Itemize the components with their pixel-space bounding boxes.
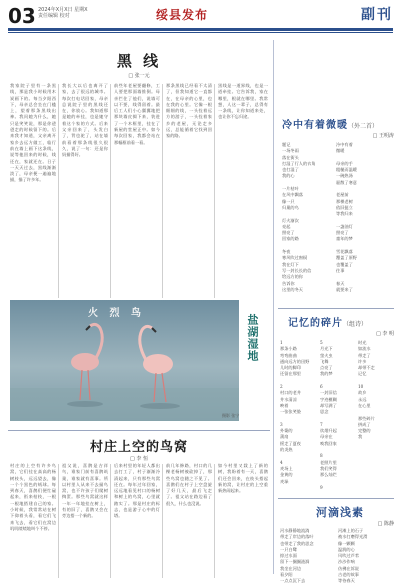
article-title-nest: 村庄上空的鸟窝 xyxy=(89,440,188,455)
poem-line: 一碗热汤 xyxy=(336,173,353,179)
poem-line: 完整的 xyxy=(358,428,371,434)
poem-line: 童年的梦 xyxy=(336,236,353,242)
poem-title-text: 记忆的碎片 xyxy=(288,318,343,329)
poem-line: 儿时的脚印 xyxy=(280,365,301,371)
poem-byline: □ 陈静 xyxy=(377,521,394,527)
poem-line: 4 xyxy=(280,459,283,465)
column-rule xyxy=(214,464,215,578)
poem-line: 粗糙而温暖 xyxy=(336,167,357,173)
poem-line: 给远方的你 xyxy=(282,274,303,280)
poem-line: 就要来了 xyxy=(336,286,353,292)
poem-line: 通向远方的田野 xyxy=(280,358,310,364)
poem-line: 照亮了 xyxy=(336,230,349,236)
meta-line: 2024年X月X日 星期X xyxy=(38,7,88,13)
poem-line: 题记 xyxy=(282,142,291,147)
poem-line: 覆盖了原野 xyxy=(336,255,357,261)
poem-line: 一盏油灯 xyxy=(336,223,353,229)
poem-line: 母亲的手 xyxy=(336,160,353,166)
poem-line: 那棵老树 xyxy=(336,198,353,204)
photo-credit: 摄影 张宁 xyxy=(222,413,240,418)
header-rule xyxy=(8,28,393,31)
poem-line: 字迹模糊 xyxy=(320,396,337,402)
poem-line: 萤火虫 xyxy=(320,352,333,358)
poem-line: 古老的故事 xyxy=(338,572,359,578)
flamingo-photo xyxy=(10,300,239,421)
masthead xyxy=(8,4,393,30)
poem-line: 6 xyxy=(320,384,323,390)
poem-line: 一片枯叶 xyxy=(282,186,299,192)
poem-line: 亮起 xyxy=(282,223,291,229)
column-rule xyxy=(214,84,215,298)
poem-line: 还留在那里 xyxy=(280,371,301,377)
poem-title-memory xyxy=(288,314,394,329)
poem-line: 也带走了我的思念 xyxy=(280,540,314,546)
meta-line: 责任编辑 校对 xyxy=(38,13,70,19)
poem-line: 那么灿烂 xyxy=(320,472,337,478)
article-column: 那条黑线已经看不太清了，但我知道它一直都在，在母亲的心里，也在我的心里。它像一根细细的线，一头拴着远方的游子，一头拴着家乡的老屋，无论走多远，总能循着它找到回家的路。 xyxy=(166,83,212,139)
poem-line: 井水清凉 xyxy=(280,396,297,402)
poem-title-note: （外二首） xyxy=(348,123,379,130)
poem-line: 金黄的 xyxy=(280,472,293,478)
poem-line: 像一只 xyxy=(282,198,295,204)
poem-line: 1 xyxy=(280,340,283,345)
poem-line: 归巢的鸟 xyxy=(282,204,299,210)
poem-line: 被水打磨得光滑 xyxy=(338,534,368,540)
poem-line: 唤我回家 xyxy=(320,440,337,446)
poem-line: 母亲在 xyxy=(320,434,333,440)
poem-line: 外婆的 xyxy=(280,428,293,434)
poem-line: 寒风吹过窗棂 xyxy=(282,255,308,261)
poem-line: 故乡 xyxy=(358,390,367,396)
column-rule xyxy=(58,84,59,298)
article-column: 祖父说，喜鹊是吉祥鸟，谁家门前有喜鹊筑巢，谁家就有喜事。所以村里人从来不去捅鸟窝，也不许孩子们爬树掏蛋。那些鸟窝就这样一年一年地挂在树上，有的旧了，喜鹊又会在旁边搭一个新的。 xyxy=(62,463,108,519)
poem-line: 飞舞 xyxy=(320,358,329,364)
poem-line: 写一封长长的信 xyxy=(282,267,312,273)
poem-line: 风吹过芦苇 xyxy=(338,553,359,559)
poem-line: 如流水 xyxy=(358,346,371,352)
poem-line: 一封旧信 xyxy=(320,390,337,396)
poem-line: 一张张笑脸 xyxy=(280,409,301,415)
poem-line: 那些碎片 xyxy=(358,415,375,421)
column-rule xyxy=(110,84,111,298)
poem-line: 这里的冬天 xyxy=(282,286,303,292)
article-column: 村庄的上空有许多鸟窝，它们挂在高高的杨树枝头，远远望去，像一个个黑色的绒球。每到春天，喜鹊们便忙碌起来，衔来枯枝，一根一根地搭建自己的家。小时候，我常常站在树下仰着头看，看它们飞来飞去，看它们在窝边叽叽喳喳地叫个不停。 xyxy=(10,463,56,531)
poem-line: 我在灯下 xyxy=(282,261,299,267)
poem-line: 5 xyxy=(320,340,323,345)
column-rule xyxy=(162,464,163,578)
poem-line: 也打湿了 xyxy=(282,167,299,173)
poem-line: 弯弯曲曲 xyxy=(280,352,297,358)
poem-line: 看夕阳 xyxy=(280,572,293,578)
poem-line: 往事 xyxy=(336,267,345,273)
poem-line: 一只白鹭 xyxy=(280,546,297,552)
poem-title-note: （组诗） xyxy=(343,321,368,328)
poem-line: 村口的老井 xyxy=(280,390,301,396)
poem-line: 河水静静地流淌 xyxy=(280,528,310,533)
poem-line: 拼成了 xyxy=(358,421,371,427)
poem-line: 却带不走 xyxy=(358,365,375,371)
poem-line: 我的梦 xyxy=(320,371,333,377)
poem-title-text: 冷中有着微暖 xyxy=(282,120,348,131)
poem-line: 我坐在河边 xyxy=(280,565,301,571)
poem-line: 2 xyxy=(280,384,283,390)
article-column: 如今村里又栽上了新的树，我盼着有一天，喜鹊们还会回来，在枝头搭起新的窝，让村庄的上空重新热闹起来。 xyxy=(218,463,268,494)
poem-column xyxy=(358,340,394,441)
article-column: 前几年修路，村口的几棵老杨树被砍掉了，那些鸟窝也随之不见了。喜鹊们在村子上空盘旋了好几天，最后飞走了。祖父站在路边看了很久，什么也没说。 xyxy=(166,463,212,506)
poem-line: 掠过水面 xyxy=(280,553,297,559)
poem-title-river: 河滴浅素 xyxy=(316,506,364,519)
photo-calligraphy: 火 烈 鸟 xyxy=(88,308,145,319)
poem-line: 打湿了行人的衣角 xyxy=(282,160,316,166)
poem-line: 那条小路 xyxy=(280,346,297,352)
section-rule xyxy=(278,498,394,499)
poem-line: 月光下 xyxy=(320,346,333,352)
poem-line: 仿佛在诉说 xyxy=(338,565,359,571)
poem-line: 等我归来 xyxy=(336,211,353,217)
article-byline: □ 张一元 xyxy=(128,73,150,79)
section-rule xyxy=(278,308,394,309)
poem-line: 带走了 xyxy=(358,352,371,358)
poem-line: 一场冬雨 xyxy=(282,148,299,154)
poem-line: 许多 xyxy=(358,358,367,364)
poem-line: 河滩上的石子 xyxy=(338,528,364,533)
poem-line: 沙沙作响 xyxy=(338,559,355,565)
poem-line: 永远 xyxy=(358,396,367,402)
poem-line: 7 xyxy=(320,421,323,427)
poem-column xyxy=(336,142,392,293)
poem-byline: □ 王明涛 xyxy=(372,133,394,139)
poem-line: 照亮了 xyxy=(282,230,295,236)
poem-line: 灯火渐次 xyxy=(282,217,299,223)
poem-line: 春天 xyxy=(336,280,345,286)
poem-byline: □ 李 明 xyxy=(376,331,394,337)
poem-line: 在风中飘落 xyxy=(282,192,303,198)
poem-line: 在心里 xyxy=(358,402,371,408)
poem-line: 麦场上 xyxy=(280,465,293,471)
poem-column xyxy=(282,142,332,293)
poem-line: 留下一圈圈涟漪 xyxy=(280,559,310,565)
page-meta xyxy=(38,7,98,19)
column-rule xyxy=(110,464,111,578)
poem-line: 我们笑得 xyxy=(320,465,337,471)
article-column: 黑线是一道界线，也是一道牵挂。它告诉我，家在哪里，根就在哪里。我常想，人这一辈子，总得有一条线，让你知道来处，也让你不忘归途。 xyxy=(218,83,268,120)
poem-line: 等待春天 xyxy=(338,578,355,584)
poem-line: 老屋前 xyxy=(336,192,349,198)
poem-line: 的炎热 xyxy=(280,447,293,453)
poem-line: 10 xyxy=(358,384,364,390)
poem-line: 8 xyxy=(320,453,323,459)
poem-line: 3 xyxy=(280,421,283,427)
poem-line: 像一颗颗 xyxy=(338,540,355,546)
poem-line: 老照片里 xyxy=(320,459,337,465)
poem-line: 炊烟升起 xyxy=(320,428,337,434)
column-rule xyxy=(162,84,163,298)
poem-column xyxy=(338,528,394,585)
poem-line: 依旧挺立 xyxy=(336,204,353,210)
poem-line: 时光 xyxy=(358,340,367,345)
poem-title-warmth xyxy=(282,116,394,131)
article-column: 后来村里的年轻人都出去打工了，村子渐渐冷清起来，只有那些鸟窝还在。每年过年回家，远远地看见村口的杨树和树上的鸟窝，心里就踏实了。那是村庄的标志，也是游子心中的灯塔。 xyxy=(114,463,160,519)
poem-column xyxy=(280,528,336,585)
poem-line: 却写满了 xyxy=(320,402,337,408)
poem-line: 点亮了 xyxy=(320,365,333,371)
poem-column xyxy=(280,340,316,485)
poem-line: 记忆 xyxy=(358,371,367,377)
page-number: 03 xyxy=(8,4,36,28)
column-rule xyxy=(58,464,59,578)
poem-line: 一点点沉下去 xyxy=(280,578,306,584)
section-divider xyxy=(273,40,274,574)
poem-line: 摇走了夏夜 xyxy=(280,440,301,446)
article-title-black-line: 黑 线 xyxy=(116,52,162,70)
article-column: 我长大以后也离开了家，去了很远的城市。每次打电话回家，母亲总说院子里的黑线还在，你放心。我知道那是她的牵挂，也是她守着这个家的方式。后来父亲回来了，头发白了，背也驼了，站在墙前看着那条线很久很久，说了一句：还是你妈描得好。 xyxy=(62,83,108,158)
poem-line: 也覆盖了 xyxy=(336,261,353,267)
poem-line: 回家的路 xyxy=(282,236,299,242)
poem-line: 我 xyxy=(358,434,363,440)
article-byline: □ 李 恒 xyxy=(130,456,148,462)
article-column: 前些年老屋要翻修，工人要把那面墙推倒。母亲拦住了他们，说墙可以不要，线得留着。最后工人们小心翼翼地把那块墙皮揭下来，装进了一个木框里，挂在了新屋的堂屋正中。如今每次回家，我都会站在那幅框前看一看。 xyxy=(114,83,160,145)
poem-column xyxy=(320,340,356,491)
poem-line: 思念 xyxy=(320,409,329,415)
poem-line: 冬夜 xyxy=(282,249,291,255)
poem-line: 蒲扇 xyxy=(280,434,289,440)
poem-line: 我的心 xyxy=(282,173,295,179)
poem-line: 麦垛 xyxy=(280,478,289,484)
paper-logo: 绥县发布 xyxy=(156,8,209,22)
poem-line: 告诉你 xyxy=(282,280,295,286)
poem-line: 冷中有着 xyxy=(336,142,353,147)
section-title: 副刊 xyxy=(361,7,393,23)
poem-line: 雪花飘落 xyxy=(336,249,353,255)
poem-line: 微暖 xyxy=(336,148,345,154)
header-rule-thin xyxy=(8,32,393,33)
poem-line: 温润的心 xyxy=(338,546,355,552)
section-rule xyxy=(8,430,270,431)
poem-line: 9 xyxy=(320,484,323,490)
poem-line: 驱散了寒意 xyxy=(336,179,357,185)
poem-line: 映着 xyxy=(280,402,289,408)
poem-line: 落在街头 xyxy=(282,154,299,160)
photo-vertical-title: 盐湖湿地 xyxy=(246,314,259,362)
article-column: 我家院子里有一条黑线，那是我小时候用木炭画下的。每当夕阳西下，母亲总会坐在门槛上，望着那条黑线出神。我问她为什么，她只是笑笑说，那是你爸爸走的时候留下的。后来我才知道，父亲离开家乡去远方做工，临行前在墙上画下这条线，说等他回来的时候，线还在，家就还在。日子一天天过去，黑线渐渐淡了，母亲便一遍遍地描，描了许多年。 xyxy=(10,83,56,183)
poem-line: 带走了岸边的落叶 xyxy=(280,534,314,540)
